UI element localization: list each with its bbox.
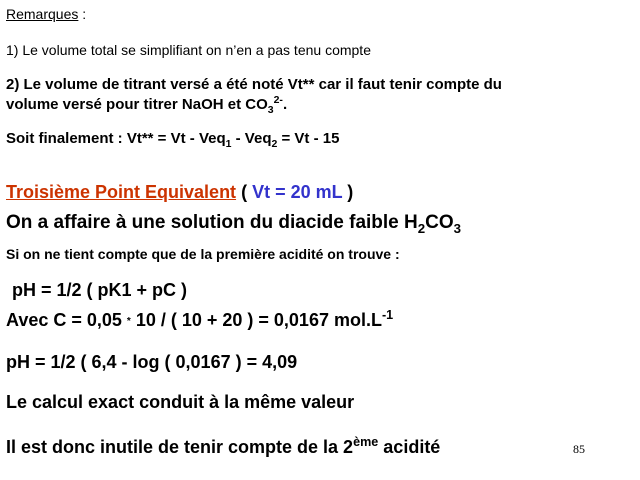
remarques-heading <box>6 6 86 22</box>
diacide-line <box>6 212 461 234</box>
section-value: Vt = 20 mL <box>252 182 343 202</box>
final-formula <box>6 130 340 150</box>
premiere-acidite: Si on ne tient compte que de la première acidité on trouve : <box>6 246 400 262</box>
final-formula-b: - Veq <box>231 130 272 147</box>
note-2-end: . <box>282 96 288 113</box>
remarques-title: Remarques <box>6 6 79 22</box>
page-number: 85 <box>573 442 585 456</box>
ph-calculation: pH = 1/2 ( 6,4 - log ( 0,0167 ) = 4,09 <box>6 352 298 372</box>
section-heading <box>6 182 353 203</box>
diacide-sub1: 2 <box>417 220 426 236</box>
concentration-a: Avec C = 0,05 <box>6 310 127 330</box>
concentration-b: 10 / ( 10 + 20 ) = 0,0167 mol.L <box>130 310 382 330</box>
ph-formula: pH = 1/2 ( pK1 + pC ) <box>12 280 188 300</box>
concentration-sup: -1 <box>381 308 394 322</box>
multiply-symbol: * <box>126 315 131 327</box>
section-title: Troisième Point Equivalent <box>6 182 237 202</box>
note-2-superscript: 2- <box>273 94 283 106</box>
final-formula-sub1: 1 <box>225 138 232 150</box>
final-formula-sub2: 2 <box>271 138 278 150</box>
note-2-line-1: 2) Le volume de titrant versé a été noté Vt** car il faut tenir compte du <box>6 76 502 93</box>
note-2-line-2 <box>6 94 288 116</box>
diacide-a: On a affaire à une solution du diacide faible H <box>6 212 418 233</box>
conclusion-line <box>6 437 440 458</box>
exact-calculation: Le calcul exact conduit à la même valeur <box>6 392 355 412</box>
conclusion-b: acidité <box>378 437 441 457</box>
conclusion-sup: ème <box>353 435 379 449</box>
note-2-subscript: 3 <box>267 104 274 116</box>
note-1: 1) Le volume total se simplifiant on n’en a pas tenu compte <box>6 42 371 58</box>
note-2-text: volume versé pour titrer NaOH et CO <box>6 96 268 113</box>
diacide-b: CO <box>425 212 454 233</box>
final-formula-a: Soit finalement : Vt** = Vt - Veq <box>6 130 226 147</box>
final-formula-c: = Vt - 15 <box>277 130 340 147</box>
section-paren-open: ( <box>236 182 253 202</box>
diacide-sub2: 3 <box>453 220 462 236</box>
concentration-line <box>6 310 393 331</box>
conclusion-a: Il est donc inutile de tenir compte de la 2 <box>6 437 354 457</box>
remarques-colon: : <box>78 6 87 22</box>
section-paren-close: ) <box>342 182 354 202</box>
